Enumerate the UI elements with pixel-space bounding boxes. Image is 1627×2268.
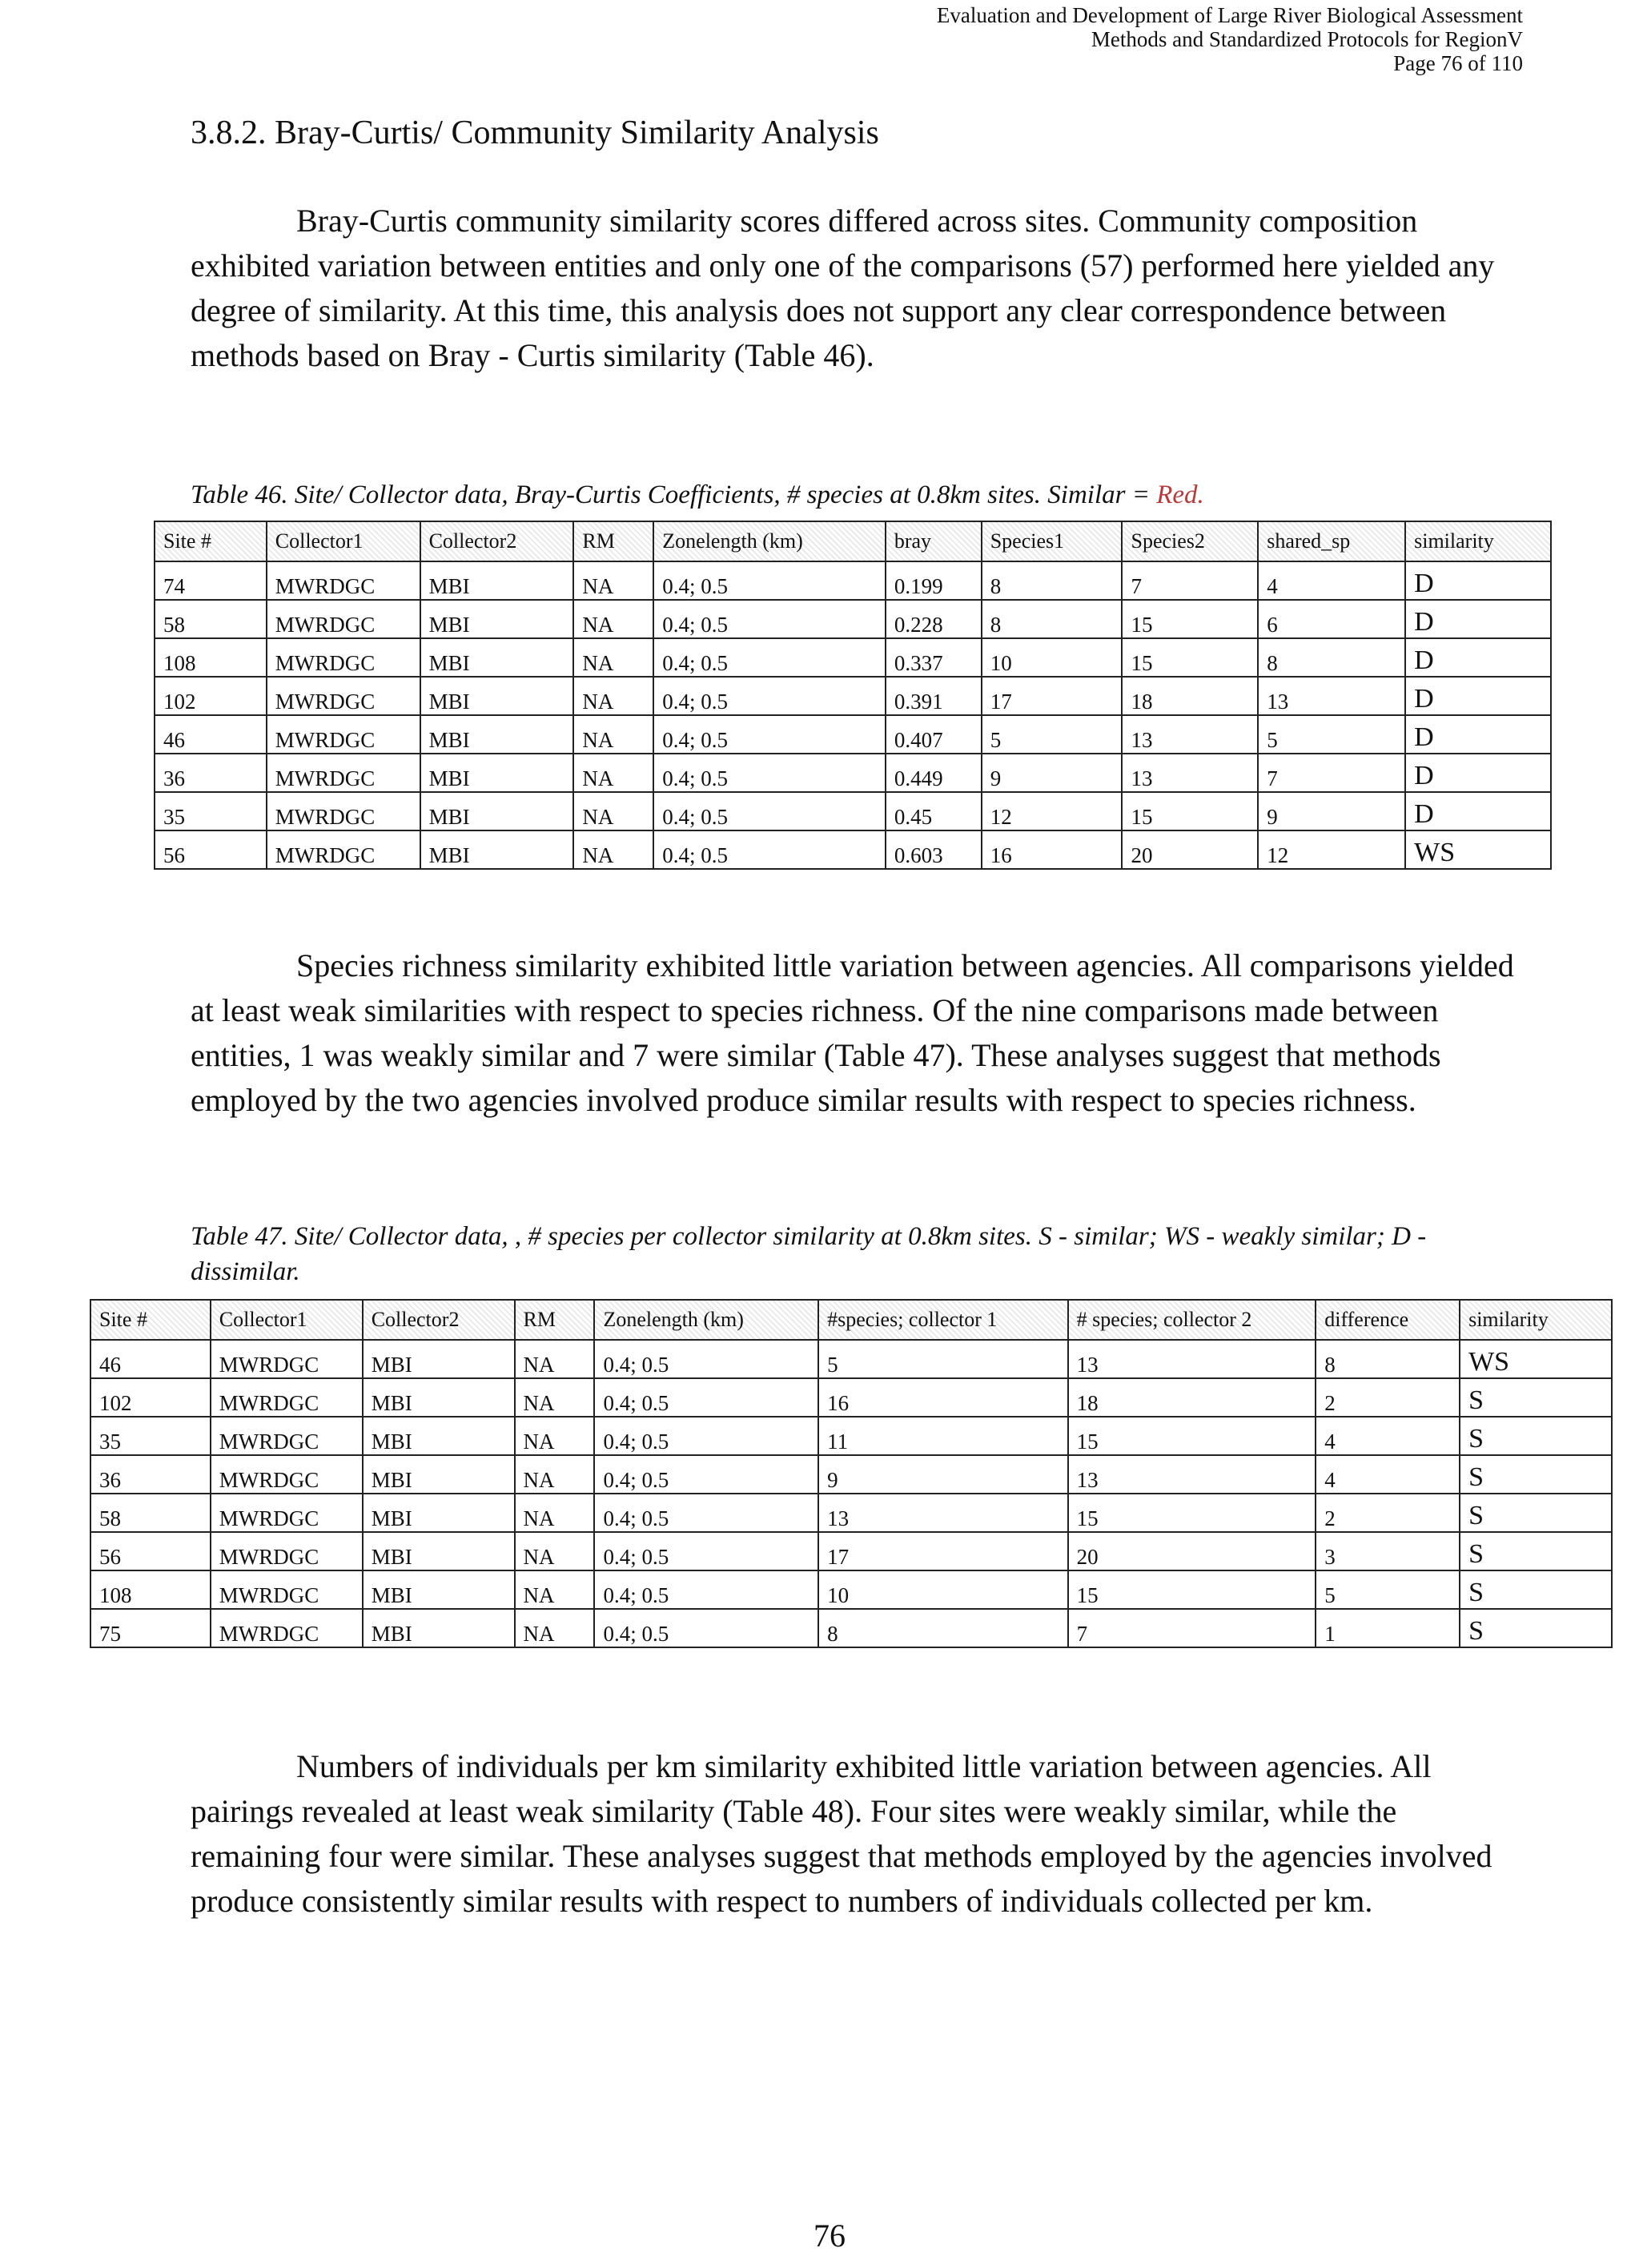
table46-cell: MWRDGC <box>267 830 420 869</box>
table46-header-cell: similarity <box>1405 521 1551 561</box>
table47-cell: 36 <box>90 1455 211 1494</box>
table47-cell: 18 <box>1068 1378 1316 1417</box>
table47-header-cell: Collector2 <box>363 1300 515 1340</box>
table46-header-cell: Species2 <box>1122 521 1258 561</box>
table47-cell: 56 <box>90 1532 211 1570</box>
table46-cell: 20 <box>1122 830 1258 869</box>
table46-cell: 12 <box>1258 830 1405 869</box>
table46-cell: D <box>1405 677 1551 715</box>
table47-cell: 13 <box>1068 1340 1316 1378</box>
table47-cell: 13 <box>1068 1455 1316 1494</box>
table47-cell: MWRDGC <box>211 1609 363 1647</box>
table46-cell: MBI <box>420 715 574 754</box>
table46-cell: NA <box>573 600 653 638</box>
table46-cell: 15 <box>1122 638 1258 677</box>
table46-cell: MBI <box>420 830 574 869</box>
table46-cell: 102 <box>155 677 267 715</box>
table47-cell: 0.4; 0.5 <box>594 1609 818 1647</box>
table46-header-cell: Collector2 <box>420 521 574 561</box>
table46-cell: 74 <box>155 561 267 600</box>
table47-cell: MBI <box>363 1455 515 1494</box>
table46-caption-text: Table 46. Site/ Collector data, Bray-Curtis Coefficients, # species at 0.8km sites. Similar = <box>191 481 1157 509</box>
table47-cell: MBI <box>363 1378 515 1417</box>
table46-cell: NA <box>573 754 653 792</box>
table47-row <box>90 1570 1612 1609</box>
table46-cell: 0.4; 0.5 <box>653 754 886 792</box>
table46-cell: D <box>1405 715 1551 754</box>
table46-cell: MWRDGC <box>267 792 420 830</box>
table46-cell: 0.407 <box>886 715 982 754</box>
table47-cell: 108 <box>90 1570 211 1609</box>
table47-cell: 13 <box>818 1494 1068 1532</box>
table46-cell: MBI <box>420 561 574 600</box>
table46-header-cell: bray <box>886 521 982 561</box>
table47-row <box>90 1340 1612 1378</box>
paragraph-species-richness: Species richness similarity exhibited little variation between agencies. All comparisons yielded at least weak similarities with respect to species richness. Of the nine comparisons made between entities, 1 was weakly similar and 7 were similar (Table 47). These analyses suggest that methods employed by the two agencies involved produce similar results with respect to species richness. <box>191 947 1514 1118</box>
table47-header-cell: difference <box>1316 1300 1460 1340</box>
table46-cell: D <box>1405 638 1551 677</box>
table46-cell: 18 <box>1122 677 1258 715</box>
table47-cell: 4 <box>1316 1417 1460 1455</box>
table46-cell: 0.449 <box>886 754 982 792</box>
table46-cell: 0.337 <box>886 638 982 677</box>
table47-cell: 0.4; 0.5 <box>594 1455 818 1494</box>
table47-cell: 15 <box>1068 1494 1316 1532</box>
table47-cell: 15 <box>1068 1417 1316 1455</box>
table46-cell: 0.4; 0.5 <box>653 561 886 600</box>
table46-row <box>155 561 1551 600</box>
table46-cell: 46 <box>155 715 267 754</box>
table47-cell: NA <box>515 1417 595 1455</box>
table47-cell: NA <box>515 1455 595 1494</box>
table47-cell: MWRDGC <box>211 1378 363 1417</box>
table46-header-cell: Collector1 <box>267 521 420 561</box>
table47-cell: 17 <box>818 1532 1068 1570</box>
table47-cell: MBI <box>363 1570 515 1609</box>
table47-cell: MWRDGC <box>211 1455 363 1494</box>
table47-cell: MWRDGC <box>211 1494 363 1532</box>
table46-cell: NA <box>573 830 653 869</box>
table46-cell: 0.4; 0.5 <box>653 677 886 715</box>
table46-cell: 36 <box>155 754 267 792</box>
header-line-2: Methods and Standardized Protocols for RegionV <box>1091 27 1523 51</box>
table47-cell: 75 <box>90 1609 211 1647</box>
table47-cell: 15 <box>1068 1570 1316 1609</box>
table-47 <box>90 1299 1613 1648</box>
table47-cell: 16 <box>818 1378 1068 1417</box>
table47-cell: 1 <box>1316 1609 1460 1647</box>
table47-cell: 2 <box>1316 1494 1460 1532</box>
table47-cell: MBI <box>363 1417 515 1455</box>
table47-header-cell: Collector1 <box>211 1300 363 1340</box>
table47-cell: 0.4; 0.5 <box>594 1417 818 1455</box>
table46-row <box>155 677 1551 715</box>
table47-cell: MBI <box>363 1494 515 1532</box>
table46-row <box>155 792 1551 830</box>
table47-cell: NA <box>515 1378 595 1417</box>
table46-cell: 0.4; 0.5 <box>653 600 886 638</box>
table46-cell: 7 <box>1258 754 1405 792</box>
table46-cell: 15 <box>1122 600 1258 638</box>
table46-cell: 16 <box>982 830 1123 869</box>
table46-header-cell: Species1 <box>982 521 1123 561</box>
table47-cell: NA <box>515 1532 595 1570</box>
table46-cell: 8 <box>982 600 1123 638</box>
table47-cell: 2 <box>1316 1378 1460 1417</box>
table46-row <box>155 830 1551 869</box>
table46-cell: NA <box>573 638 653 677</box>
table47-cell: 102 <box>90 1378 211 1417</box>
table47-cell: 58 <box>90 1494 211 1532</box>
table47-row <box>90 1417 1612 1455</box>
header-line-1: Evaluation and Development of Large River Biological Assessment <box>936 3 1523 27</box>
table47-cell: 0.4; 0.5 <box>594 1378 818 1417</box>
table46-cell: MWRDGC <box>267 600 420 638</box>
table46-header-row <box>155 521 1551 561</box>
table46-cell: 9 <box>1258 792 1405 830</box>
table46-cell: MWRDGC <box>267 638 420 677</box>
table46-cell: 0.4; 0.5 <box>653 792 886 830</box>
table47-cell: MWRDGC <box>211 1570 363 1609</box>
table47-cell: 9 <box>818 1455 1068 1494</box>
table46-cell: MWRDGC <box>267 754 420 792</box>
table46-cell: MBI <box>420 677 574 715</box>
table47-cell: NA <box>515 1340 595 1378</box>
table-46 <box>154 521 1552 870</box>
table46-cell: D <box>1405 561 1551 600</box>
paragraph-bray-curtis: Bray-Curtis community similarity scores differed across sites. Community composition exhibited variation between entities and only one of the comparisons (57) performed here yielded any degree of similarity. At this time, this analysis does not support any clear correspondence between methods based on Bray - Curtis similarity (Table 46). <box>191 203 1495 373</box>
section-title: 3.8.2. Bray-Curtis/ Community Similarity Analysis <box>191 115 879 151</box>
table46-cell: 0.391 <box>886 677 982 715</box>
table47-cell: MBI <box>363 1340 515 1378</box>
table46-cell: MBI <box>420 754 574 792</box>
table46-row <box>155 754 1551 792</box>
table47-cell: 20 <box>1068 1532 1316 1570</box>
table46-header-cell: Site # <box>155 521 267 561</box>
table47-cell: S <box>1460 1455 1612 1494</box>
table46-cell: MWRDGC <box>267 561 420 600</box>
table47-cell: MWRDGC <box>211 1532 363 1570</box>
table47-cell: MWRDGC <box>211 1417 363 1455</box>
table47-cell: 8 <box>818 1609 1068 1647</box>
table46-cell: NA <box>573 677 653 715</box>
table47-caption: Table 47. Site/ Collector data, , # species per collector similarity at 0.8km sites. S - similar; WS - weakly similar; D - dissimilar. <box>191 1222 1427 1286</box>
table46-cell: 12 <box>982 792 1123 830</box>
table47-row <box>90 1532 1612 1570</box>
table46-cell: 56 <box>155 830 267 869</box>
page-number: 76 <box>814 2218 846 2254</box>
table47-cell: 46 <box>90 1340 211 1378</box>
table47-cell: S <box>1460 1570 1612 1609</box>
table46-cell: 15 <box>1122 792 1258 830</box>
table47-cell: S <box>1460 1609 1612 1647</box>
table47-cell: 4 <box>1316 1455 1460 1494</box>
table47-header-cell: Zonelength (km) <box>594 1300 818 1340</box>
table47-cell: NA <box>515 1609 595 1647</box>
table46-caption <box>191 477 1552 513</box>
table46-cell: 5 <box>1258 715 1405 754</box>
table47-header-cell: # species; collector 2 <box>1068 1300 1316 1340</box>
table46-cell: MBI <box>420 792 574 830</box>
table46-cell: 0.4; 0.5 <box>653 715 886 754</box>
table47-cell: NA <box>515 1494 595 1532</box>
table46-cell: 4 <box>1258 561 1405 600</box>
table47-cell: 0.4; 0.5 <box>594 1494 818 1532</box>
table47-cell: S <box>1460 1417 1612 1455</box>
table46-cell: MWRDGC <box>267 715 420 754</box>
table46-cell: 0.199 <box>886 561 982 600</box>
table46-cell: 108 <box>155 638 267 677</box>
table47-row <box>90 1609 1612 1647</box>
table46-header-cell: Zonelength (km) <box>653 521 886 561</box>
table47-row <box>90 1455 1612 1494</box>
table47-cell: 3 <box>1316 1532 1460 1570</box>
table46-cell: 13 <box>1122 715 1258 754</box>
table46-cell: MBI <box>420 638 574 677</box>
table47-cell: S <box>1460 1532 1612 1570</box>
table47-cell: 0.4; 0.5 <box>594 1532 818 1570</box>
table47-cell: MWRDGC <box>211 1340 363 1378</box>
table47-header-cell: similarity <box>1460 1300 1612 1340</box>
table47-cell: 5 <box>1316 1570 1460 1609</box>
table46-cell: 0.4; 0.5 <box>653 638 886 677</box>
table46-cell: 9 <box>982 754 1123 792</box>
table46-cell: WS <box>1405 830 1551 869</box>
table47-header-cell: Site # <box>90 1300 211 1340</box>
table46-cell: NA <box>573 792 653 830</box>
table47-header-cell: #species; collector 1 <box>818 1300 1068 1340</box>
table46-header-cell: shared_sp <box>1258 521 1405 561</box>
table47-cell: 7 <box>1068 1609 1316 1647</box>
table46-cell: MBI <box>420 600 574 638</box>
table47-cell: NA <box>515 1570 595 1609</box>
table47-cell: 11 <box>818 1417 1068 1455</box>
table47-cell: MBI <box>363 1532 515 1570</box>
table47-cell: 5 <box>818 1340 1068 1378</box>
table46-header-cell: RM <box>573 521 653 561</box>
table46-cell: 6 <box>1258 600 1405 638</box>
table46-cell: 7 <box>1122 561 1258 600</box>
table46-row <box>155 638 1551 677</box>
table46-cell: 0.603 <box>886 830 982 869</box>
table47-cell: MBI <box>363 1609 515 1647</box>
table47-cell: S <box>1460 1378 1612 1417</box>
table47-cell: 10 <box>818 1570 1068 1609</box>
table46-cell: 13 <box>1258 677 1405 715</box>
table46-cell: 17 <box>982 677 1123 715</box>
table46-row <box>155 715 1551 754</box>
table47-row <box>90 1494 1612 1532</box>
table46-cell: 0.45 <box>886 792 982 830</box>
table46-cell: D <box>1405 600 1551 638</box>
header-page-ref: Page 76 of 110 <box>1393 51 1523 75</box>
table46-cell: NA <box>573 715 653 754</box>
table46-cell: 10 <box>982 638 1123 677</box>
table46-cell: 0.228 <box>886 600 982 638</box>
table47-cell: S <box>1460 1494 1612 1532</box>
table47-cell: 35 <box>90 1417 211 1455</box>
table47-cell: WS <box>1460 1340 1612 1378</box>
table46-cell: 8 <box>982 561 1123 600</box>
table46-cell: D <box>1405 754 1551 792</box>
table47-cell: 8 <box>1316 1340 1460 1378</box>
table46-row <box>155 600 1551 638</box>
table47-header-cell: RM <box>515 1300 595 1340</box>
table46-cell: 8 <box>1258 638 1405 677</box>
table47-cell: 0.4; 0.5 <box>594 1340 818 1378</box>
table46-cell: 5 <box>982 715 1123 754</box>
table46-cell: 35 <box>155 792 267 830</box>
paragraph-individuals-per-km: Numbers of individuals per km similarity exhibited little variation between agencies. All pairings revealed at least weak similarity (Table 48). Four sites were weakly similar, while the remaining four were similar. These analyses suggest that methods employed by the agencies involved produce consistently similar results with respect to numbers of individuals collected per km. <box>191 1748 1492 1919</box>
table46-cell: NA <box>573 561 653 600</box>
table46-cell: 58 <box>155 600 267 638</box>
table46-cell: MWRDGC <box>267 677 420 715</box>
table46-caption-red: Red. <box>1156 481 1204 509</box>
table46-cell: 13 <box>1122 754 1258 792</box>
table47-header-row <box>90 1300 1612 1340</box>
table46-cell: 0.4; 0.5 <box>653 830 886 869</box>
table47-row <box>90 1378 1612 1417</box>
table47-cell: 0.4; 0.5 <box>594 1570 818 1609</box>
page-header <box>937 3 1523 75</box>
table46-cell: D <box>1405 792 1551 830</box>
